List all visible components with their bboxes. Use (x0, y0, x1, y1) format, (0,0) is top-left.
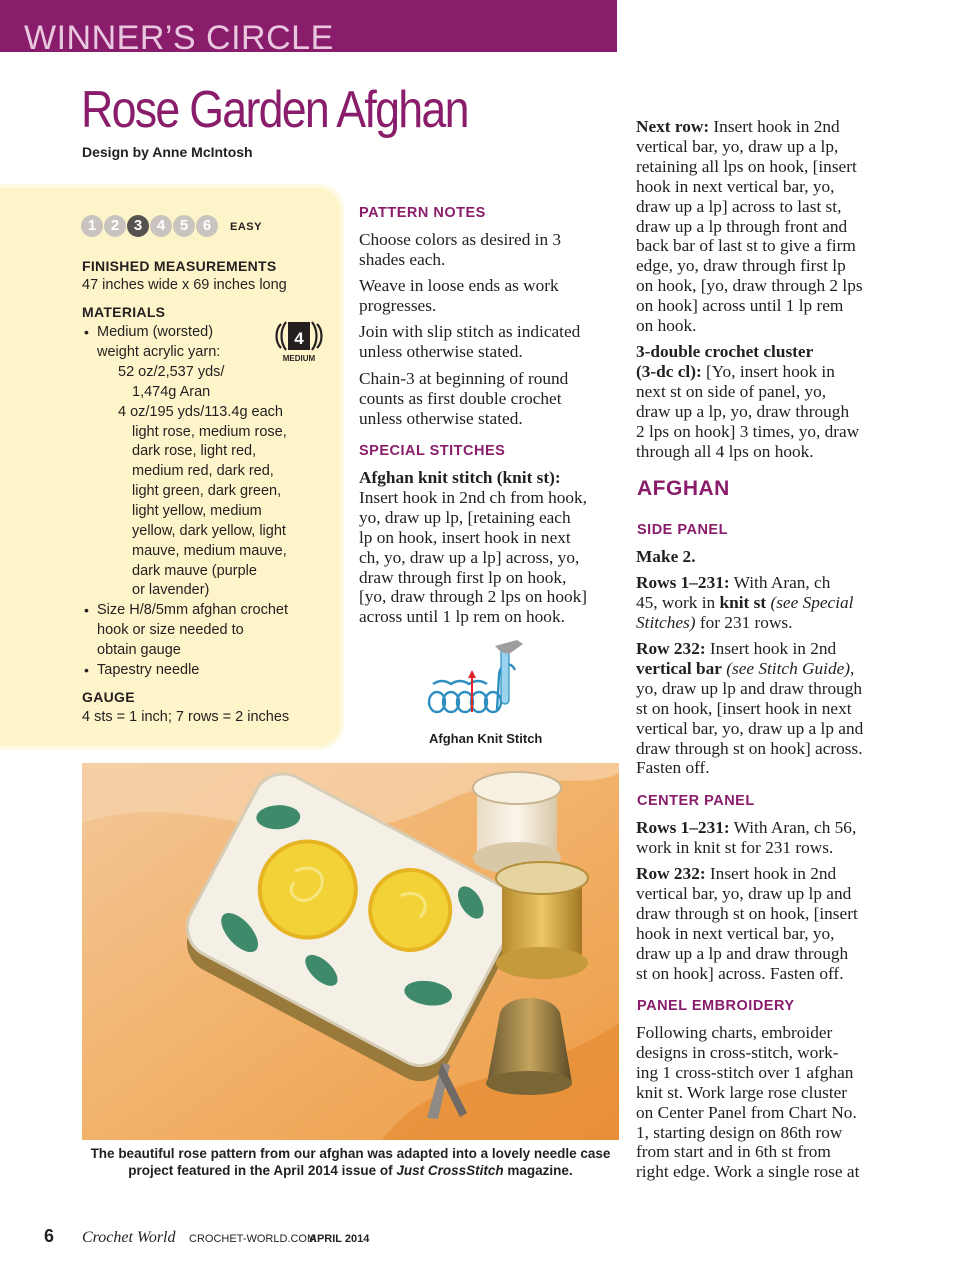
materials-line: or lavender) (132, 582, 210, 598)
instruction-line: yo, draw up lp and draw through (636, 678, 863, 698)
center-panel-heading: CENTER PANEL (637, 793, 755, 809)
materials-line: 52 oz/2,537 yds/ (118, 364, 225, 380)
instruction-line: designs in cross-stitch, work- (636, 1042, 839, 1062)
instruction-line: right edge. Work a single rose at (636, 1162, 860, 1182)
magazine-url: CROCHET-WORLD.COM (189, 1233, 317, 1245)
stitch-line: [yo, draw through 2 lps on hook] (359, 587, 587, 607)
instruction-italic: Stitches) (636, 612, 696, 632)
special-stitch-definition (359, 468, 619, 627)
center-panel-row-232 (636, 864, 902, 983)
materials-line: Medium (worsted) (97, 324, 214, 340)
instruction-line: from start and in 6th st from (636, 1142, 831, 1162)
note-line: Choose colors as desired in 3 (359, 230, 562, 249)
instruction-line: Insert hook in 2nd (709, 117, 840, 136)
instruction-bold: knit st (719, 592, 767, 612)
next-row-term: Next row: (636, 117, 710, 136)
row-term: Row 232: (636, 639, 706, 658)
instruction-line: knit st. Work large rose cluster (636, 1082, 848, 1102)
skill-label: EASY (230, 221, 262, 233)
instruction-line: draw up a lp and draw through (636, 943, 849, 963)
instruction-line: Insert hook in 2nd (705, 864, 837, 883)
row-term: Row 232: (636, 864, 706, 883)
pattern-notes-heading: PATTERN NOTES (359, 205, 486, 221)
stitch-line: draw through first lp on hook, (359, 567, 567, 587)
materials-line: hook or size needed to (97, 622, 244, 638)
instruction-line: hook in next vertical bar, yo, (636, 923, 835, 943)
instruction-line: retaining all lps on hook, [insert (636, 156, 857, 176)
stitch-line: yo, draw up lp, [retaining each (359, 507, 571, 527)
instruction-line: hook in next vertical bar, yo, (636, 176, 835, 196)
side-panel-heading: SIDE PANEL (637, 522, 728, 538)
caption-line (82, 1162, 619, 1179)
instruction-line: on hook. (636, 316, 697, 336)
instruction-line: draw through st on hook] across. (636, 738, 863, 758)
instruction-italic: (see Special (766, 592, 854, 612)
instruction-line: [Yo, insert hook in (701, 361, 835, 381)
cluster-term: (3-dc cl): (636, 361, 702, 381)
instruction-line: vertical bar, yo, draw up a lp, (636, 136, 839, 156)
stitch-line: Insert hook in 2nd ch from hook, (359, 487, 587, 507)
instruction-line: on hook] across until 1 lp rem (636, 296, 844, 316)
instruction-text: , (850, 658, 855, 678)
materials-line: weight acrylic yarn: (97, 344, 221, 360)
skill-level-3-active: 3 (127, 215, 149, 237)
stitch-diagram-caption: Afghan Knit Stitch (429, 731, 543, 746)
photo-caption (82, 1145, 619, 1179)
skill-level-2: 2 (104, 215, 126, 237)
materials-line: 1,474g Aran (132, 384, 211, 400)
instruction-line: on Center Panel from Chart No. (636, 1102, 857, 1122)
note-line: progresses. (359, 295, 437, 315)
note-line: unless otherwise stated. (359, 341, 523, 361)
instruction-bold: vertical bar (636, 658, 722, 678)
section-banner (0, 0, 617, 57)
yarn-weight-label: MEDIUM (282, 354, 316, 363)
instruction-line: work in knit st for 231 rows. (636, 837, 834, 857)
needle-case-photo (82, 763, 619, 1140)
bullet-icon: • (84, 662, 89, 678)
materials-line: medium red, dark red, (132, 463, 274, 479)
instruction-line: vertical bar, yo, draw up lp and (636, 883, 852, 903)
instruction-line: next st on side of panel, yo, (636, 381, 827, 401)
page-title: Rose Garden Afghan (81, 81, 468, 139)
bullet-icon: • (84, 602, 89, 618)
instruction-line: 1, starting design on 86th row (636, 1122, 843, 1142)
gauge-heading: GAUGE (82, 689, 135, 705)
instruction-line: vertical bar, yo, draw up a lp and (636, 718, 864, 738)
bullet-icon: • (84, 324, 89, 340)
skill-level-scale (81, 215, 218, 237)
cluster-term: 3-double crochet cluster (636, 342, 814, 361)
materials-line: Size H/8/5mm afghan crochet (97, 602, 289, 618)
section-title: WINNER’S CIRCLE (24, 19, 334, 57)
skill-level-5: 5 (173, 215, 195, 237)
note-line: Weave in loose ends as work (359, 276, 559, 295)
note-line: unless otherwise stated. (359, 408, 523, 428)
stitch-term: Afghan knit stitch (knit st): (359, 468, 561, 487)
side-panel-instructions (636, 547, 902, 567)
finished-measurements-text: 47 inches wide x 69 inches long (82, 277, 287, 293)
rows-term: Rows 1–231: (636, 573, 730, 592)
instruction-line: draw up a lp through front and (636, 216, 848, 236)
instruction-line: back bar of last st to give a firm (636, 236, 856, 256)
afghan-knit-stitch-diagram (425, 640, 525, 722)
side-panel-rows (636, 573, 902, 633)
materials-line: Tapestry needle (97, 662, 200, 678)
make-count: Make 2. (636, 547, 696, 566)
materials-line: light yellow, medium (132, 503, 262, 519)
note-line: Chain-3 at beginning of round (359, 369, 569, 388)
pattern-note (359, 230, 619, 270)
gauge-text: 4 sts = 1 inch; 7 rows = 2 inches (82, 709, 290, 725)
designer-byline: Design by Anne McIntosh (82, 144, 253, 160)
instruction-text: 45, work in (636, 592, 720, 612)
materials-line: light green, dark green, (132, 483, 282, 499)
instruction-line: Following charts, embroider (636, 1023, 833, 1042)
instruction-line: draw up a lp, yo, draw through (636, 401, 850, 421)
pattern-note (359, 369, 619, 429)
caption-line: The beautiful rose pattern from our afghan was adapted into a lovely needle case (90, 1146, 611, 1161)
instruction-text: for 231 rows. (695, 612, 793, 632)
cluster-definition (636, 342, 902, 461)
instruction-line: With Aran, ch (729, 573, 831, 592)
instruction-italic: (see Stitch Guide) (721, 658, 851, 678)
issue-date: APRIL 2014 (309, 1233, 370, 1245)
instruction-line: With Aran, ch 56, (729, 818, 857, 837)
caption-text: magazine. (503, 1163, 573, 1178)
instruction-line: on hook, [yo, draw through 2 lps (636, 276, 863, 296)
finished-measurements-heading: FINISHED MEASUREMENTS (82, 258, 277, 274)
yarn-weight-number: 4 (294, 329, 304, 348)
stitch-line: ch, yo, draw up a lp] across, yo, (359, 547, 580, 567)
instruction-line: through all 4 lps on hook. (636, 441, 814, 461)
materials-line: obtain gauge (97, 642, 181, 658)
special-stitches-heading: SPECIAL STITCHES (359, 443, 506, 459)
pattern-note (359, 322, 619, 362)
caption-magazine-title: Just CrossStitch (396, 1163, 504, 1178)
panel-embroidery-heading: PANEL EMBROIDERY (637, 998, 795, 1014)
instruction-line: draw through st on hook, [insert (636, 903, 858, 923)
note-line: shades each. (359, 249, 446, 269)
instruction-line: edge, yo, draw through first lp (636, 256, 846, 276)
materials-line: light rose, medium rose, (132, 424, 287, 440)
instruction-line: draw up a lp] across to last st, (636, 196, 842, 216)
stitch-line: across until 1 lp rem on hook. (359, 607, 565, 627)
side-panel-row-232 (636, 639, 902, 778)
instruction-line: 2 lps on hook] 3 times, yo, draw (636, 421, 860, 441)
skill-level-1: 1 (81, 215, 103, 237)
skill-level-4: 4 (150, 215, 172, 237)
page-number: 6 (44, 1226, 55, 1246)
next-row-instruction (636, 117, 902, 336)
instruction-line: st on hook] across. Fasten off. (636, 963, 844, 983)
yarn-weight-icon (271, 318, 327, 364)
instruction-line: ing 1 cross-stitch over 1 afghan (636, 1062, 854, 1082)
materials-line: dark rose, light red, (132, 443, 257, 459)
stitch-line: lp on hook, insert hook in next (359, 527, 571, 547)
note-line: counts as first double crochet (359, 388, 562, 408)
materials-heading: MATERIALS (82, 304, 166, 320)
materials-line: dark mauve (purple (132, 563, 257, 579)
materials-line: yellow, dark yellow, light (132, 523, 286, 539)
instruction-line: st on hook, [insert hook in next (636, 698, 852, 718)
caption-text: project featured in the April 2014 issue of (128, 1163, 397, 1178)
materials-line: 4 oz/195 yds/113.4g each (118, 404, 283, 420)
panel-embroidery-text (636, 1023, 902, 1182)
materials-line: mauve, medium mauve, (132, 543, 287, 559)
afghan-heading: AFGHAN (637, 477, 730, 500)
pattern-note (359, 276, 619, 316)
skill-level-6: 6 (196, 215, 218, 237)
instruction-line: Insert hook in 2nd (705, 639, 837, 658)
magazine-name: Crochet World (82, 1229, 176, 1246)
note-line: Join with slip stitch as indicated (359, 322, 581, 341)
center-panel-rows (636, 818, 902, 858)
rows-term: Rows 1–231: (636, 818, 730, 837)
instruction-line: Fasten off. (636, 758, 710, 778)
